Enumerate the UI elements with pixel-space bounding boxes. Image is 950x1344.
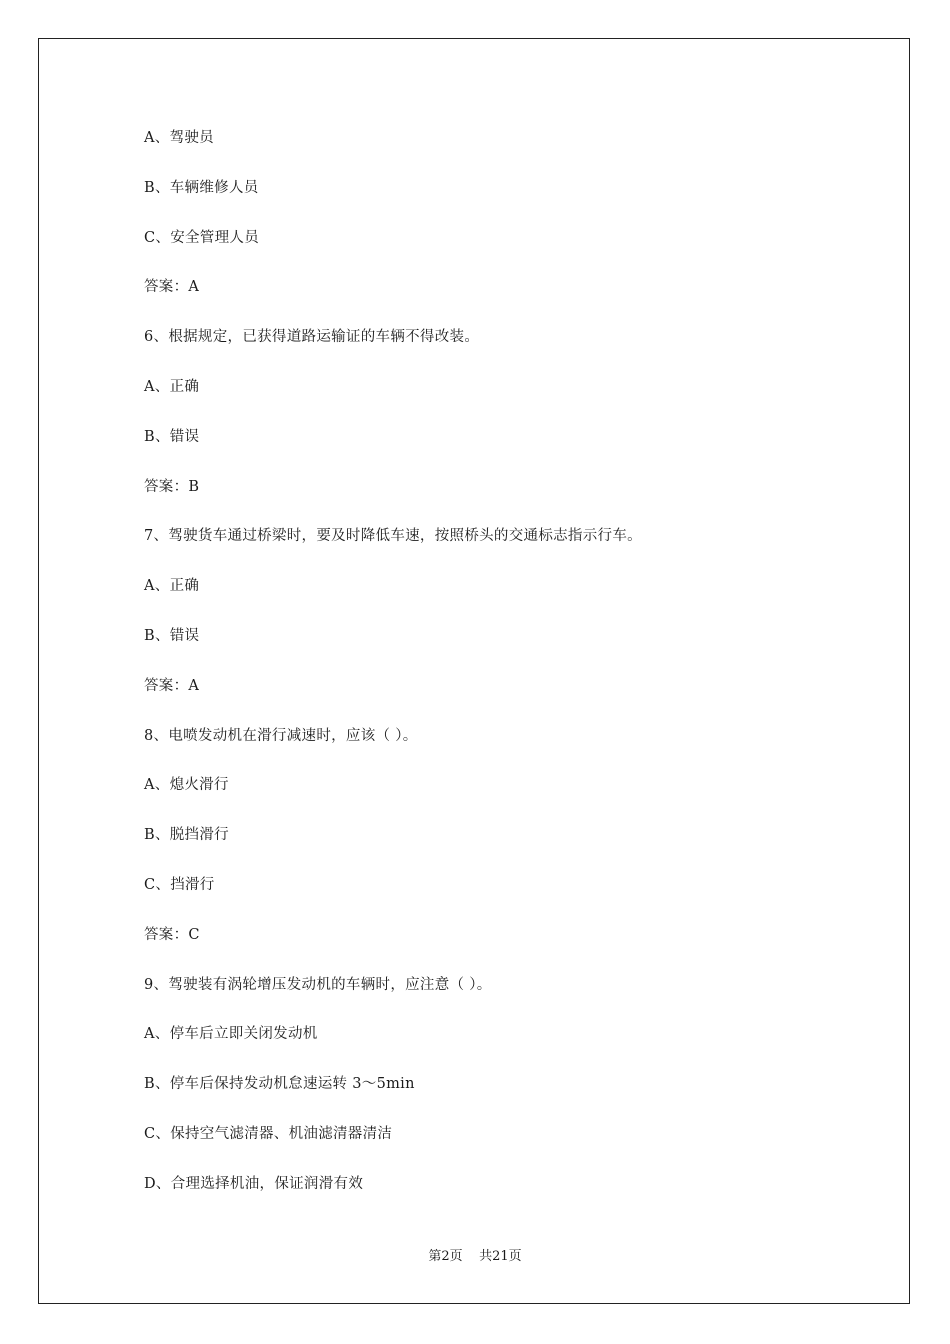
option-c: C、保持空气滤清器、机油滤清器清洁: [144, 1125, 393, 1142]
option-a: A、驾驶员: [144, 130, 214, 146]
option-c: C、挡滑行: [144, 876, 215, 893]
option-b: B、脱挡滑行: [144, 827, 229, 844]
answer: 答案：A: [144, 677, 200, 694]
option-a: A、熄火滑行: [144, 777, 229, 794]
answer: 答案：C: [144, 926, 200, 943]
page-number: 第2页: [428, 1249, 463, 1264]
question-9: 9、驾驶装有涡轮增压发动机的车辆时，应注意（ ）。: [144, 976, 492, 993]
question-8: 8、电喷发动机在滑行减速时，应该（ ）。: [144, 727, 418, 744]
page-total: 共21页: [479, 1249, 522, 1264]
option-a: A、正确: [144, 378, 200, 395]
question-7: 7、驾驶货车通过桥梁时，要及时降低车速，按照桥头的交通标志指示行车。: [144, 528, 642, 545]
option-d: D、合理选择机油，保证润滑有效: [144, 1175, 364, 1192]
option-a: A、正确: [144, 578, 200, 595]
option-a: A、停车后立即关闭发动机: [144, 1026, 318, 1043]
option-b: B、错误: [144, 428, 200, 445]
option-c: C、安全管理人员: [144, 229, 259, 246]
question-6: 6、根据规定，已获得道路运输证的车辆不得改装。: [144, 329, 480, 346]
option-b: B、车辆维修人员: [144, 179, 259, 196]
answer: 答案：B: [144, 478, 200, 495]
document-body: [144, 126, 844, 1222]
option-b: B、错误: [144, 627, 200, 644]
answer: 答案：A: [144, 279, 200, 296]
option-b: B、停车后保持发动机怠速运转 3～5min: [144, 1076, 415, 1093]
page-footer: [0, 1247, 950, 1267]
